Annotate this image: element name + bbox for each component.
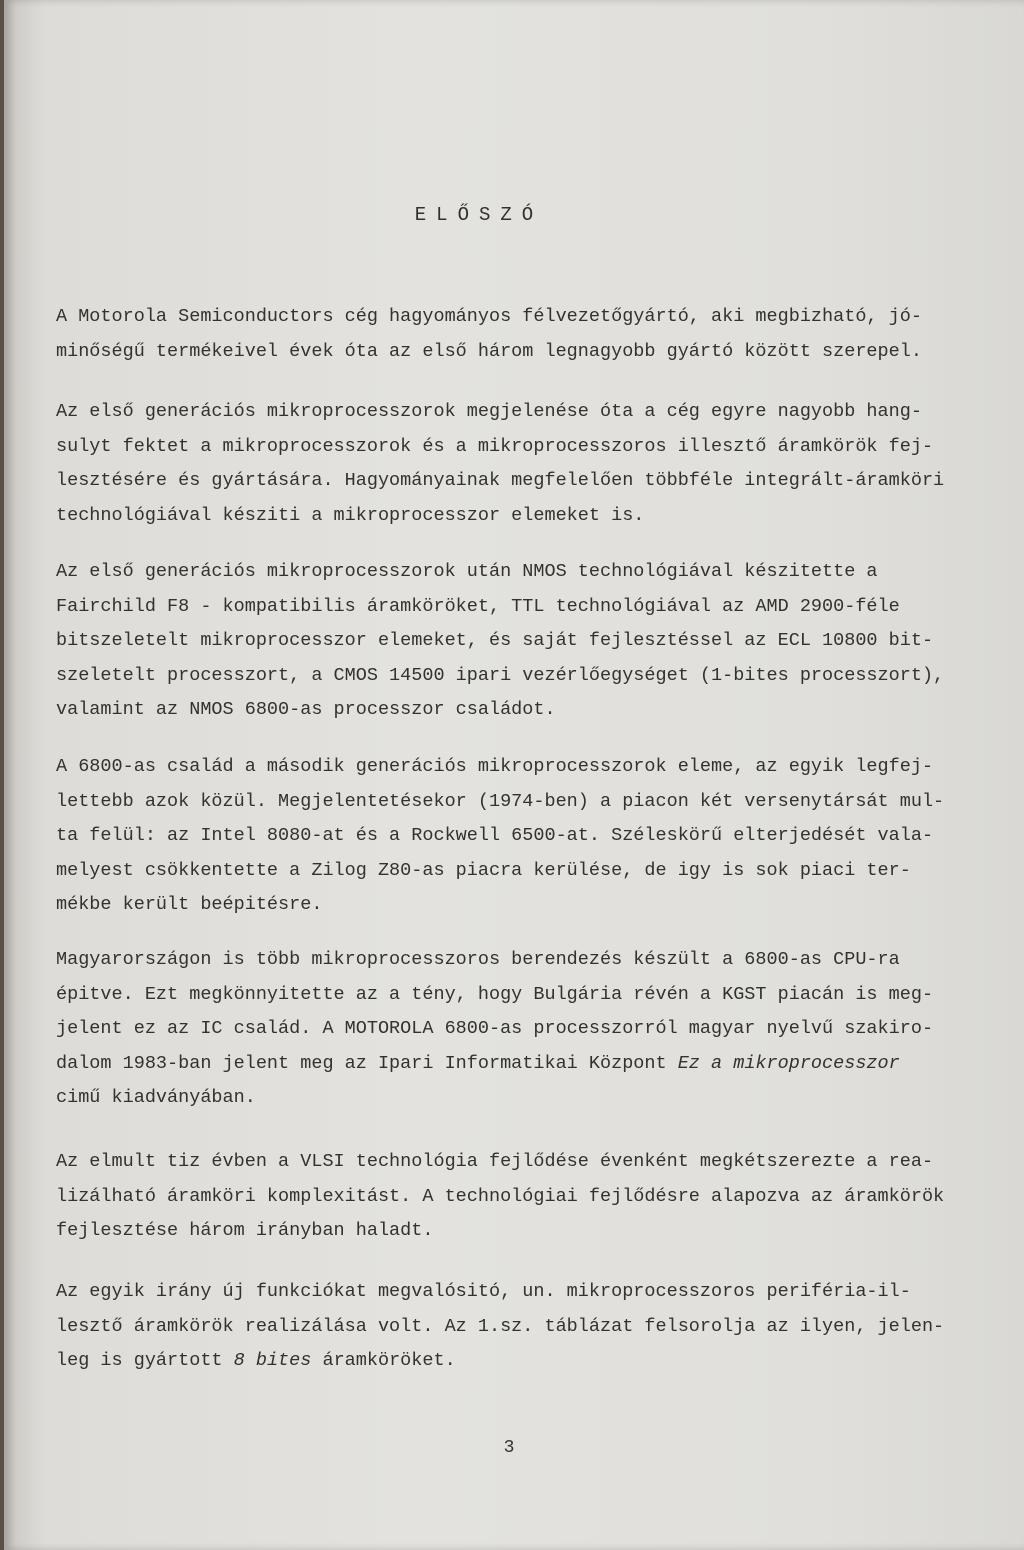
- text-line: A Motorola Semiconductors cég hagyományos félvezetőgyártó, aki megbizható, jó-: [56, 306, 922, 327]
- paragraph-6: [56, 1145, 986, 1249]
- page-title: ELŐSZÓ: [414, 204, 544, 226]
- text-line: lettebb azok közül. Megjelentetésekor (1974-ben) a piacon két versenytársát mul-: [56, 790, 945, 812]
- text-line: melyest csökkentette a Zilog Z80-as piacra kerülése, de igy is sok piaci ter-: [56, 859, 911, 881]
- text-line: jelent ez az IC család. A MOTOROLA 6800-as processzorról magyar nyelvű szakiro-: [56, 1018, 934, 1040]
- text-line: fejlesztése három irányban haladt.: [56, 1220, 434, 1242]
- paragraph-5: [56, 943, 986, 1116]
- italic-title: Ez a mikroprocesszor: [677, 1052, 900, 1074]
- text-line: technológiával késziti a mikroprocesszor elemeket is.: [56, 504, 645, 526]
- paragraph-1: [56, 300, 986, 369]
- text-run: dalom 1983-ban jelent meg az Ipari Informatikai Központ: [56, 1052, 678, 1074]
- paragraph-7: [56, 1275, 986, 1379]
- text-line: valamint az NMOS 6800-as processzor családot.: [56, 699, 556, 721]
- text-line: Az első generációs mikroprocesszorok után NMOS technológiával készitette a: [56, 561, 878, 582]
- text-line: minőségű termékeivel évek óta az első három legnagyobb gyártó között szerepel.: [56, 340, 922, 362]
- italic-phrase: 8 bites: [233, 1350, 312, 1372]
- text-line: Magyarországon is több mikroprocesszoros berendezés készült a 6800-as CPU-ra: [56, 949, 900, 970]
- text-line: ta felül: az Intel 8080-at és a Rockwell 6500-at. Széleskörű elterjedését vala-: [56, 825, 934, 847]
- text-run: áramköröket.: [311, 1350, 456, 1372]
- paragraph-4: [56, 750, 986, 923]
- text-line: bitszeletelt mikroprocesszor elemeket, és saját fejlesztéssel az ECL 10800 bit-: [56, 630, 934, 652]
- text-line: Az első generációs mikroprocesszorok megjelenése óta a cég egyre nagyobb hang-: [56, 401, 922, 422]
- text-line: szeletelt processzort, a CMOS 14500 ipari vezérlőegységet (1-bites processzort),: [56, 664, 945, 686]
- text-line: sulyt fektet a mikroprocesszorok és a mikroprocesszoros illesztő áramkörök fej-: [56, 435, 934, 457]
- text-line: mékbe került beépitésre.: [56, 894, 323, 916]
- text-line: cimű kiadványában.: [56, 1087, 256, 1109]
- text-line: A 6800-as család a második generációs mikroprocesszorok eleme, az egyik legfej-: [56, 756, 934, 777]
- text-run: leg is gyártott: [56, 1350, 234, 1372]
- text-line: épitve. Ezt megkönnyitette az a tény, hogy Bulgária révén a KGST piacán is meg-: [56, 983, 934, 1005]
- text-line: lizálható áramköri komplexitást. A technológiai fejlődésre alapozva az áramkörök: [56, 1185, 945, 1207]
- text-line: lesztő áramkörök realizálása volt. Az 1.sz. táblázat felsorolja az ilyen, jelen-: [56, 1315, 945, 1337]
- page-number: 3: [503, 1438, 515, 1458]
- text-line: Fairchild F8 - kompatibilis áramköröket, TTL technológiával az AMD 2900-féle: [56, 595, 900, 617]
- text-line: Az egyik irány új funkciókat megvalósitó, un. mikroprocesszoros periféria-il-: [56, 1281, 911, 1302]
- text-line: Az elmult tiz évben a VLSI technológia fejlődése évenként megkétszerezte a rea-: [56, 1151, 934, 1172]
- text-line-mixed: [56, 1047, 986, 1082]
- text-line: lesztésére és gyártására. Hagyományainak megfelelően többféle integrált-áramköri: [56, 470, 945, 492]
- paragraph-3: [56, 555, 986, 728]
- document-page: [4, 0, 1024, 1550]
- paragraph-2: [56, 395, 986, 533]
- text-line-mixed: [56, 1344, 986, 1379]
